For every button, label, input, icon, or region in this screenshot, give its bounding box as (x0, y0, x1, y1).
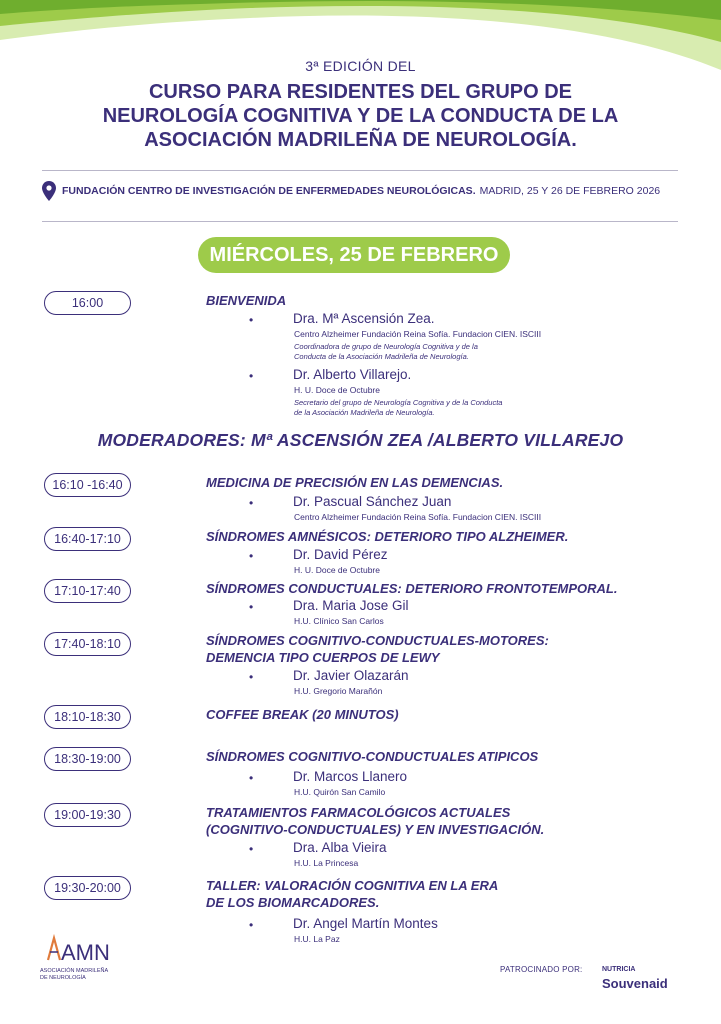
logo-caption (40, 968, 130, 982)
time-badge: 16:40-17:10 (44, 527, 131, 551)
time-badge: 16:10 -16:40 (44, 473, 131, 497)
time-badge: 19:00-19:30 (44, 803, 131, 827)
sponsor-brand-small: NUTRICIA (602, 966, 636, 973)
session-title: TRATAMIENTOS FARMACOLÓGICOS ACTUALES (206, 805, 511, 820)
bullet: • (249, 771, 254, 785)
moderators-heading: MODERADORES: Mª ASCENSIÓN ZEA /ALBERTO VILLAREJO (97, 430, 624, 450)
speaker-name: Dr. Alberto Villarejo. (293, 367, 412, 382)
speaker-name: Dr. Angel Martín Montes (293, 916, 438, 931)
time-badge: 18:10-18:30 (44, 705, 131, 729)
logo-caption-line: DE NEUROLOGÍA (40, 975, 86, 981)
bullet: • (249, 313, 254, 327)
bullet: • (249, 918, 254, 932)
bullet: • (249, 549, 254, 563)
speaker-institution: H. U. Doce de Octubre (294, 385, 380, 395)
session-title: (COGNITIVO-CONDUCTUALES) Y EN INVESTIGACIÓN. (206, 822, 545, 837)
time-badge: 16:00 (44, 291, 131, 315)
map-pin-icon (42, 181, 56, 201)
bullet: • (249, 600, 254, 614)
course-title-line: ASOCIACIÓN MADRILEÑA DE NEUROLOGÍA. (144, 129, 577, 151)
day-heading: MIÉRCOLES, 25 DE FEBRERO (198, 237, 510, 273)
logo-caption-line: ASOCIACIÓN MADRILEÑA (40, 968, 109, 974)
edition-label: 3ª EDICIÓN DEL (305, 58, 416, 74)
speaker-name: Dr. Pascual Sánchez Juan (293, 494, 452, 509)
speaker-name: Dra. Mª Ascensión Zea. (293, 311, 435, 326)
session-title: SÍNDROMES AMNÉSICOS: DETERIORO TIPO ALZHEIMER. (206, 529, 569, 544)
course-title (40, 80, 681, 152)
speaker-institution: Centro Alzheimer Fundación Reina Sofía. Fundacion CIEN. ISCIII (294, 512, 542, 522)
amn-logo-text: AMN (61, 940, 110, 965)
session-title: DE LOS BIOMARCADORES. (206, 895, 380, 910)
speaker-role: de la Asociación Madrileña de Neurología. (294, 408, 435, 417)
speaker-institution: H. U. Doce de Octubre (294, 565, 380, 575)
speaker-name: Dra. Maria Jose Gil (293, 598, 409, 613)
venue-name: FUNDACIÓN CENTRO DE INVESTIGACIÓN DE ENFERMEDADES NEUROLÓGICAS. (62, 185, 476, 197)
session-title: BIENVENIDA (206, 293, 287, 308)
session-title: SÍNDROMES COGNITIVO-CONDUCTUALES ATIPICOS (206, 749, 539, 764)
session-title: COFFEE BREAK (20 MINUTOS) (206, 707, 399, 722)
speaker-institution: H.U. La Paz (294, 934, 340, 944)
bullet: • (249, 842, 254, 856)
speaker-institution: H.U. Clínico San Carlos (294, 616, 384, 626)
time-badge: 18:30-19:00 (44, 747, 131, 771)
speaker-institution: H.U. La Princesa (294, 858, 359, 868)
bullet: • (249, 496, 254, 510)
divider-top (42, 170, 678, 171)
bullet: • (249, 670, 254, 684)
speaker-institution: Centro Alzheimer Fundación Reina Sofía. Fundacion CIEN. ISCIII (294, 329, 542, 339)
course-title-line: CURSO PARA RESIDENTES DEL GRUPO DE (148, 81, 573, 103)
session-title: MEDICINA DE PRECISIÓN EN LAS DEMENCIAS. (206, 475, 504, 490)
session-title: TALLER: VALORACIÓN COGNITIVA EN LA ERA (206, 878, 499, 893)
session-title: SÍNDROMES COGNITIVO-CONDUCTUALES-MOTORES: (206, 633, 549, 648)
location-row (42, 181, 682, 201)
speaker-name: Dr. Javier Olazarán (293, 668, 409, 683)
course-title-line: NEUROLOGÍA COGNITIVA Y DE LA CONDUCTA DE LA (102, 105, 619, 127)
event-dates: MADRID, 25 Y 26 DE FEBRERO 2026 (479, 185, 661, 197)
speaker-role: Secretario del grupo de Neurología Cognitiva y de la Conducta (294, 398, 503, 407)
speaker-role: Coordinadora de grupo de Neurología Cognitiva y de la (294, 342, 478, 351)
sponsor-label: PATROCINADO POR: (500, 965, 583, 974)
session-title: DEMENCIA TIPO CUERPOS DE LEWY (206, 650, 440, 665)
speaker-name: Dr. Marcos Llanero (293, 769, 408, 784)
divider-bottom (42, 221, 678, 222)
time-badge: 19:30-20:00 (44, 876, 131, 900)
speaker-name: Dra. Alba Vieira (293, 840, 387, 855)
time-badge: 17:10-17:40 (44, 579, 131, 603)
time-badge: 17:40-18:10 (44, 632, 131, 656)
speaker-role: Conducta de la Asociación Madrileña de Neurología. (294, 352, 469, 361)
session-title: SÍNDROMES CONDUCTUALES: DETERIORO FRONTOTEMPORAL. (206, 581, 618, 596)
speaker-name: Dr. David Pérez (293, 547, 388, 562)
speaker-institution: H.U. Gregorio Marañón (294, 686, 383, 696)
sponsor-logo: Souvenaid (602, 976, 668, 991)
bullet: • (249, 369, 254, 383)
speaker-institution: H.U. Quirón San Camilo (294, 787, 386, 797)
